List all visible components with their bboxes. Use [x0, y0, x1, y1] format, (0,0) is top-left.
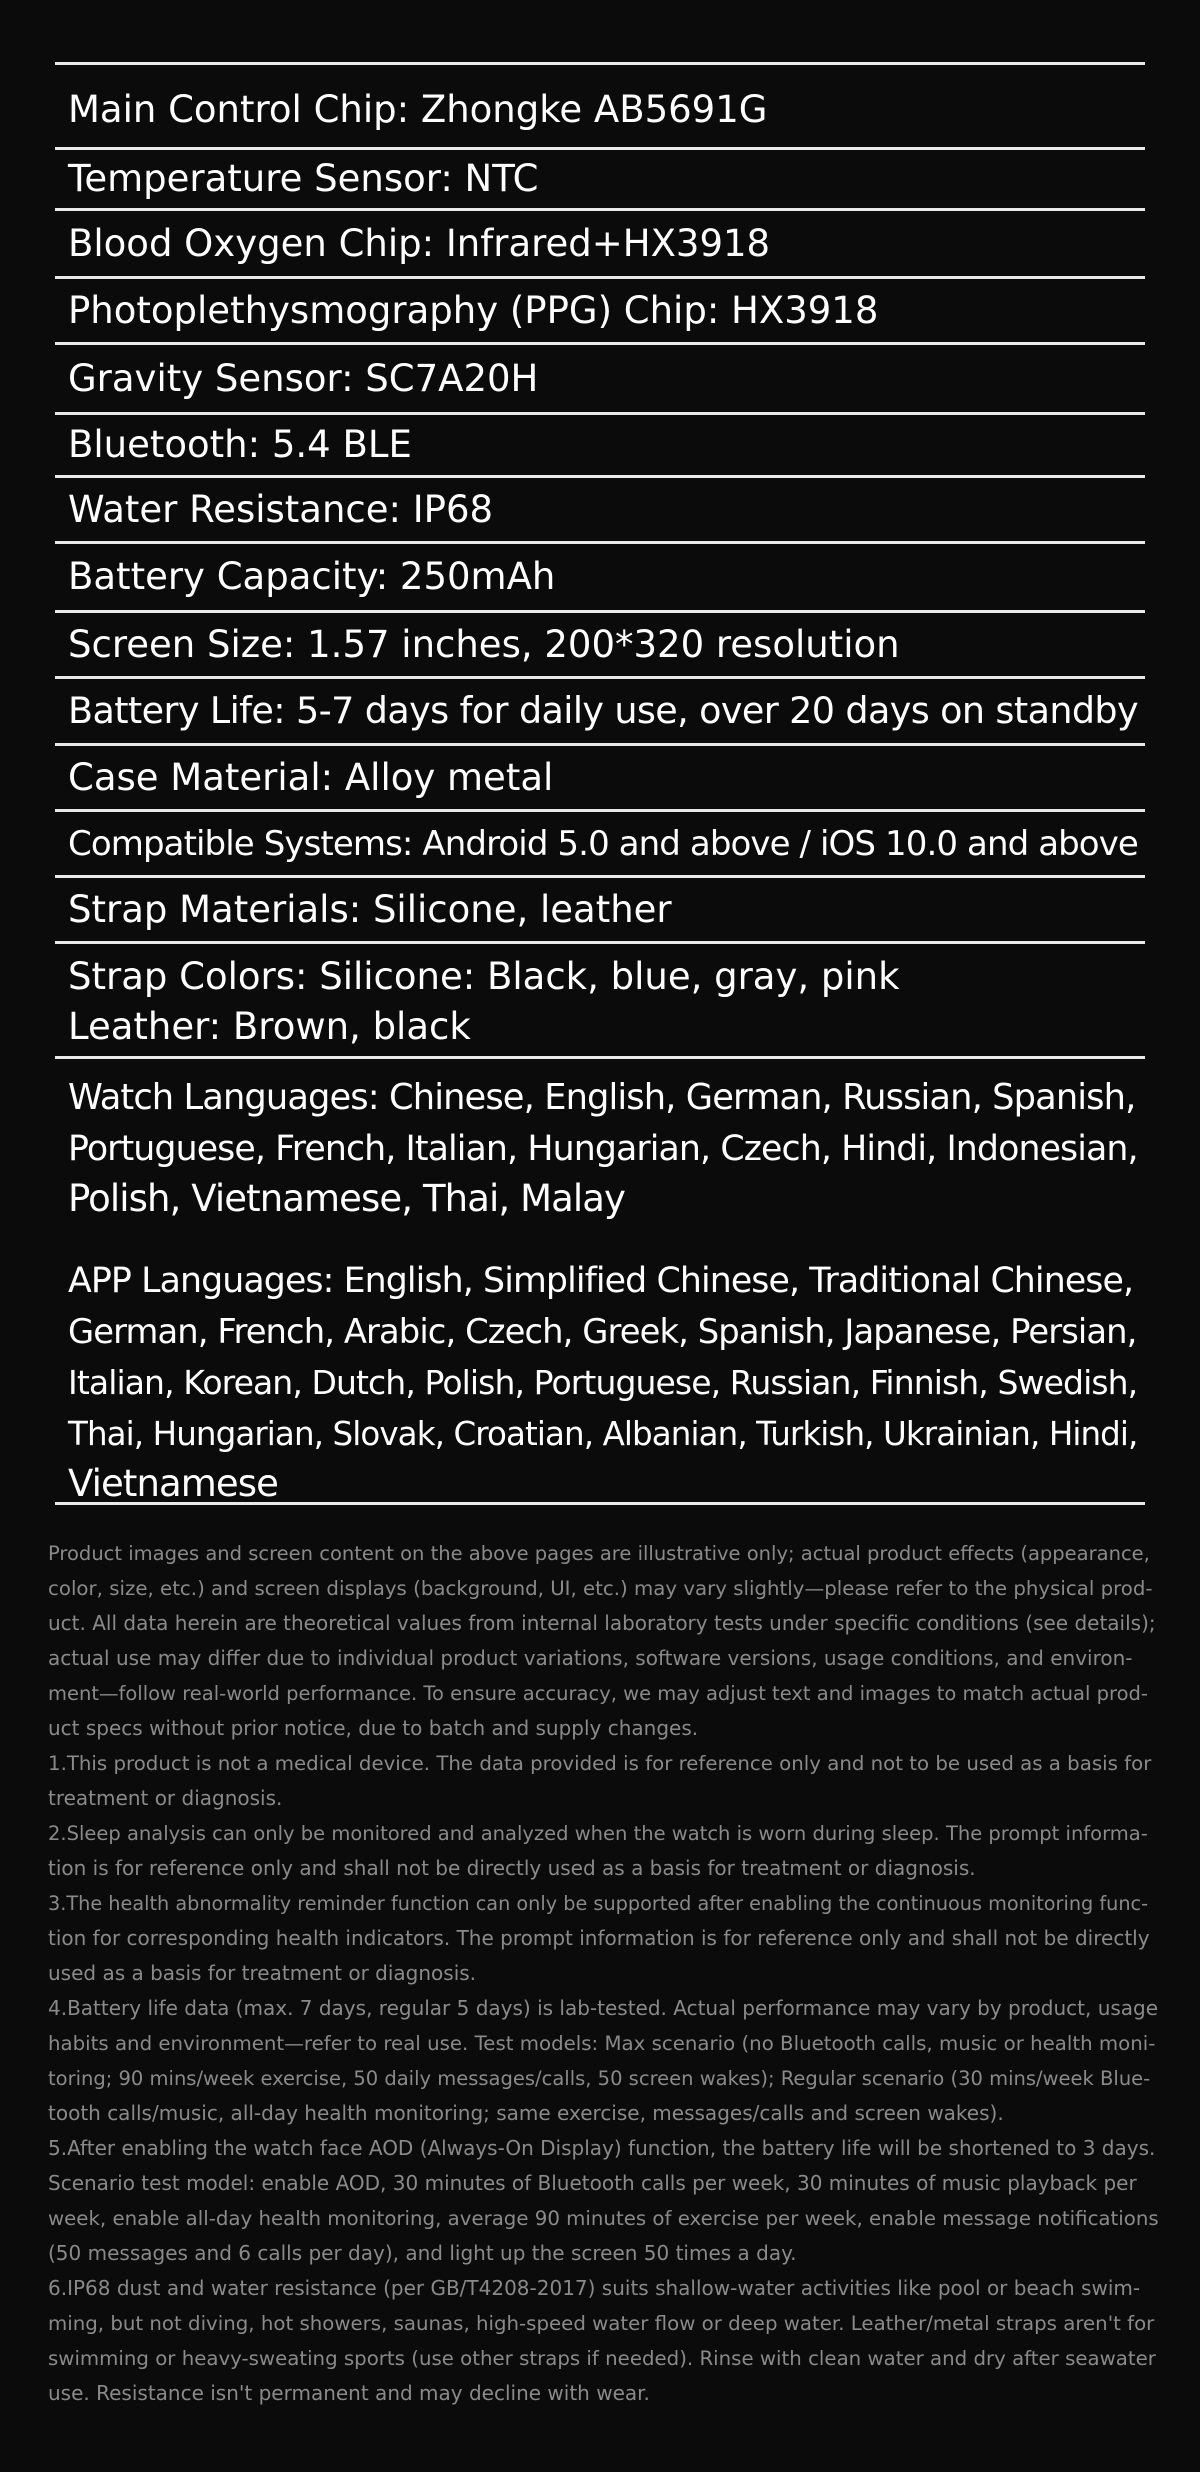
spec-row-strap-materials	[55, 878, 1145, 941]
footnote-line: used as a basis for treatment or diagnosis.	[48, 1961, 477, 1985]
footnote-line: (50 messages and 6 calls per day), and light up the screen 50 times a day.	[48, 2241, 797, 2265]
spec-text: Case Material: Alloy metal	[68, 755, 554, 799]
spec-text: German, French, Arabic, Czech, Greek, Spanish, Japanese, Persian,	[68, 1312, 1137, 1351]
spec-row-main-chip	[55, 65, 1145, 147]
spec-text: Strap Colors: Silicone: Black, blue, gray, pink	[68, 955, 900, 998]
spec-row-screen-size	[55, 613, 1145, 676]
spec-text: Portuguese, French, Italian, Hungarian, Czech, Hindi, Indonesian,	[68, 1129, 1138, 1169]
footnote-line: Scenario test model: enable AOD, 30 minutes of Bluetooth calls per week, 30 minutes of music playback per	[48, 2171, 1137, 2195]
footnote-line: tooth calls/music, all-day health monitoring; same exercise, messages/calls and screen wakes).	[48, 2101, 1004, 2125]
footnote-line: color, size, etc.) and screen displays (background, UI, etc.) may vary slightly—please refer to the physical prod-	[48, 1577, 1153, 1600]
spec-text: Leather: Brown, black	[68, 1005, 471, 1048]
spec-text: Temperature Sensor: NTC	[68, 157, 539, 200]
spec-row-blood-oxygen-chip	[55, 211, 1145, 276]
spec-text: APP Languages: English, Simplified Chinese, Traditional Chinese,	[68, 1261, 1134, 1301]
footnote-line: week, enable all-day health monitoring, average 90 minutes of exercise per week, enable message notifications	[48, 2207, 1159, 2230]
spec-row-languages	[55, 1059, 1145, 1505]
footnote-line: habits and environment—refer to real use. Test models: Max scenario (no Bluetooth calls, music or health moni-	[48, 2032, 1156, 2055]
app-languages	[68, 1255, 1145, 1509]
spec-row-compatible-systems	[55, 812, 1145, 875]
footnote-line: tion is for reference only and shall not be directly used as a basis for treatment or diagnosis.	[48, 1856, 976, 1880]
spec-row-battery-capacity	[55, 544, 1145, 610]
footnote-line: 4.Battery life data (max. 7 days, regular 5 days) is lab-tested. Actual performance may vary by product, usage	[48, 1996, 1159, 2020]
spec-text: Screen Size: 1.57 inches, 200*320 resolution	[68, 622, 900, 666]
spec-text: Thai, Hungarian, Slovak, Croatian, Albanian, Turkish, Ukrainian, Hindi,	[68, 1415, 1138, 1453]
footnote-line: toring; 90 mins/week exercise, 50 daily messages/calls, 50 screen wakes); Regular scenario (30 mins/week Blue-	[48, 2067, 1151, 2090]
spec-text: Polish, Vietnamese, Thai, Malay	[68, 1177, 626, 1220]
spec-row-battery-life	[55, 679, 1145, 743]
spec-row-case-material	[55, 746, 1145, 809]
spec-text: Vietnamese	[68, 1462, 279, 1505]
footnote-line: uct specs without prior notice, due to batch and supply changes.	[48, 1716, 699, 1740]
disclaimer-footnotes	[48, 1536, 1160, 2411]
footnote-line: 1.This product is not a medical device. The data provided is for reference only and not to be used as a basis for	[48, 1752, 1152, 1775]
footnote-line: 5.After enabling the watch face AOD (Always-On Display) function, the battery life will be shortened to 3 days.	[48, 2136, 1156, 2160]
footnote-line: 2.Sleep analysis can only be monitored and analyzed when the watch is worn during sleep. The prompt informa-	[48, 1822, 1148, 1845]
footnote-line: tion for corresponding health indicators. The prompt information is for reference only and shall not be directly	[48, 1926, 1150, 1950]
spec-row-gravity-sensor	[55, 345, 1145, 412]
spec-text: Italian, Korean, Dutch, Polish, Portuguese, Russian, Finnish, Swedish,	[68, 1363, 1138, 1402]
spec-row-ppg-chip	[55, 279, 1145, 342]
spec-row-temperature-sensor	[55, 150, 1145, 208]
spec-text: Battery Capacity: 250mAh	[68, 555, 556, 598]
spec-table	[55, 62, 1145, 1505]
watch-languages	[68, 1072, 1145, 1224]
footnote-line: actual use may differ due to individual product variations, software versions, usage conditions, and environ-	[48, 1646, 1133, 1670]
spec-row-water-resistance	[55, 478, 1145, 541]
spec-text: Main Control Chip: Zhongke AB5691G	[68, 88, 768, 131]
spec-text: Gravity Sensor: SC7A20H	[68, 356, 539, 400]
spec-text: Blood Oxygen Chip: Infrared+HX3918	[68, 221, 771, 265]
footnote-line: ment—follow real-world performance. To ensure accuracy, we may adjust text and images to match actual prod-	[48, 1682, 1148, 1705]
spec-text: Watch Languages: Chinese, English, German, Russian, Spanish,	[68, 1077, 1136, 1118]
spec-text: Battery Life: 5-7 days for daily use, over 20 days on standby	[68, 689, 1139, 732]
footnote-line: swimming or heavy-sweating sports (use other straps if needed). Rinse with clean water and dry after seawater	[48, 2347, 1156, 2370]
footnote-line: ming, but not diving, hot showers, saunas, high-speed water flow or deep water. Leather/metal straps aren't for	[48, 2312, 1155, 2335]
footnote-line: use. Resistance isn't permanent and may decline with wear.	[48, 2381, 650, 2405]
spec-row-bluetooth	[55, 415, 1145, 475]
footnote-line: treatment or diagnosis.	[48, 1786, 283, 1810]
footnote-line: 6.IP68 dust and water resistance (per GB/T4208-2017) suits shallow-water activities like pool or beach swim-	[48, 2276, 1141, 2300]
footnote-line: Product images and screen content on the above pages are illustrative only; actual product effects (appearance,	[48, 1542, 1150, 1565]
spec-text: Strap Materials: Silicone, leather	[68, 887, 672, 931]
spec-text: Compatible Systems: Android 5.0 and above / iOS 10.0 and above	[68, 823, 1138, 864]
spec-text: Photoplethysmography (PPG) Chip: HX3918	[68, 288, 879, 332]
spec-text: Bluetooth: 5.4 BLE	[68, 423, 412, 466]
footnote-line: 3.The health abnormality reminder function can only be supported after enabling the continuous monitoring func-	[48, 1892, 1149, 1915]
spec-row-strap-colors	[55, 944, 1145, 1056]
footnote-line: uct. All data herein are theoretical values from internal laboratory tests under specific conditions (see details);	[48, 1611, 1156, 1635]
spec-text: Water Resistance: IP68	[68, 487, 494, 531]
